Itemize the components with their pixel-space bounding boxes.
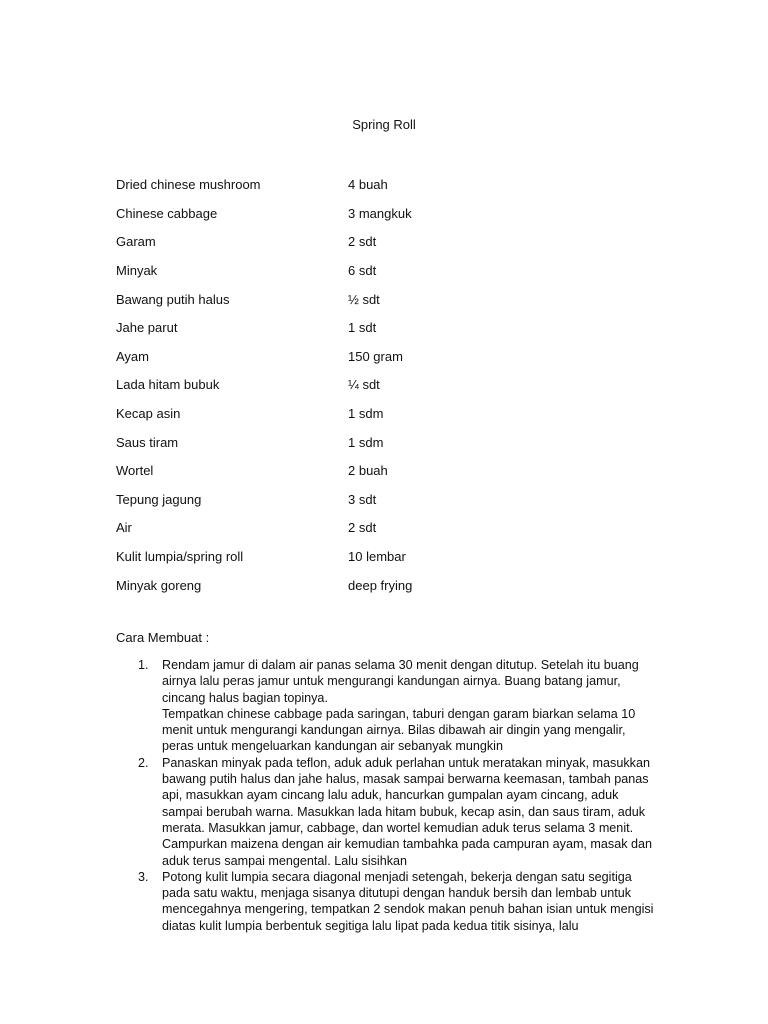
ingredient-name: Minyak (116, 263, 158, 279)
ingredient-name: Chinese cabbage (116, 205, 218, 221)
method-heading: Cara Membuat : (116, 630, 210, 645)
ingredient-row (116, 285, 656, 314)
ingredient-qty: 1 sdm (348, 434, 384, 450)
ingredient-row (116, 171, 656, 200)
ingredient-name: Bawang putih halus (116, 291, 230, 307)
ingredient-row (116, 371, 656, 400)
ingredient-name: Kulit lumpia/spring roll (116, 549, 244, 565)
ingredient-row (116, 428, 656, 457)
ingredient-row (116, 343, 656, 372)
step-body (162, 657, 656, 755)
ingredient-qty: 6 sdt (348, 263, 377, 279)
ingredient-qty: 150 gram (348, 348, 403, 364)
step-paragraph: Panaskan minyak pada teflon, aduk aduk perlahan untuk meratakan minyak, masukkan bawang putih halus dan jahe halus, masak sampai berwarna keemasan, tambah panas api, masukkan ayam cincang lalu aduk, hancurkan gumpalan ayam cincang, aduk sampai berubah warna. Masukkan lada hitam bubuk, kecap asin, dan saus tiram, aduk merata. Masukkan jamur, cabbage, dan wortel kemudian aduk terus selama 3 menit. Campurkan maizena dengan air kemudian tambahka pada campuran ayam, masak dan aduk terus sampai mengental. Lalu sisihkan (162, 755, 653, 868)
step-number: 1. (138, 658, 149, 672)
ingredient-row (116, 228, 656, 257)
ingredient-name: Air (116, 520, 132, 536)
step-paragraph: Rendam jamur di dalam air panas selama 30 menit dengan ditutup. Setelah itu buang airnya lalu peras jamur untuk mengurangi kandungan airnya. Buang batang jamur, cincang halus bagian topinya. (162, 658, 639, 705)
method-step (116, 869, 656, 934)
ingredient-qty: ½ sdt (348, 291, 380, 307)
ingredient-qty: 2 sdt (348, 234, 377, 250)
ingredient-name: Wortel (116, 463, 154, 479)
ingredient-qty: 2 buah (348, 463, 388, 479)
ingredient-qty: deep frying (348, 577, 413, 593)
ingredient-name: Garam (116, 234, 156, 250)
ingredient-name: Ayam (116, 348, 149, 364)
ingredient-qty: ¼ sdt (348, 377, 380, 393)
ingredient-row (116, 400, 656, 429)
ingredient-row (116, 257, 656, 286)
method-steps (116, 657, 656, 934)
ingredient-qty: 4 buah (348, 177, 388, 193)
step-body (162, 755, 656, 869)
ingredient-qty: 1 sdm (348, 406, 384, 422)
step-paragraph: Potong kulit lumpia secara diagonal menjadi setengah, bekerja dengan satu segitiga pada satu waktu, menjaga sisanya ditutupi dengan handuk bersih dan lembab untuk mencegahnya mengering, tempatkan 2 sendok makan penuh bahan isian untuk mengisi diatas kulit lumpia berbentuk segitiga lalu lipat pada kedua titik sisinya, lalu (162, 869, 654, 933)
ingredient-name: Saus tiram (116, 434, 179, 450)
ingredient-name: Tepung jagung (116, 491, 202, 507)
step-number: 3. (138, 869, 149, 884)
step-paragraph: Tempatkan chinese cabbage pada saringan, taburi dengan garam biarkan selama 10 menit untuk mengurangi kandungan airnya. Bilas dibawah air dingin yang mengalir, peras untuk mengeluarkan kandungan air sebanyak mungkin (162, 706, 636, 754)
ingredient-row (116, 314, 656, 343)
ingredient-name: Jahe parut (116, 320, 178, 336)
ingredient-row (116, 514, 656, 543)
ingredient-qty: 1 sdt (348, 320, 377, 336)
ingredient-row (116, 571, 656, 600)
method-step (116, 755, 656, 869)
ingredient-qty: 2 sdt (348, 520, 377, 536)
ingredient-qty: 3 sdt (348, 491, 377, 507)
ingredient-name: Dried chinese mushroom (116, 177, 261, 193)
ingredient-name: Kecap asin (116, 406, 181, 422)
step-number: 2. (138, 755, 149, 770)
ingredient-list (116, 171, 656, 600)
method-step (116, 657, 656, 755)
ingredient-row (116, 543, 656, 572)
ingredient-row (116, 486, 656, 515)
ingredient-row (116, 200, 656, 229)
ingredient-row (116, 457, 656, 486)
ingredient-name: Minyak goreng (116, 577, 202, 593)
ingredient-name: Lada hitam bubuk (116, 377, 220, 393)
ingredient-qty: 3 mangkuk (348, 205, 412, 221)
ingredient-qty: 10 lembar (348, 549, 406, 565)
step-body (162, 869, 656, 934)
recipe-title: Spring Roll (352, 117, 416, 132)
